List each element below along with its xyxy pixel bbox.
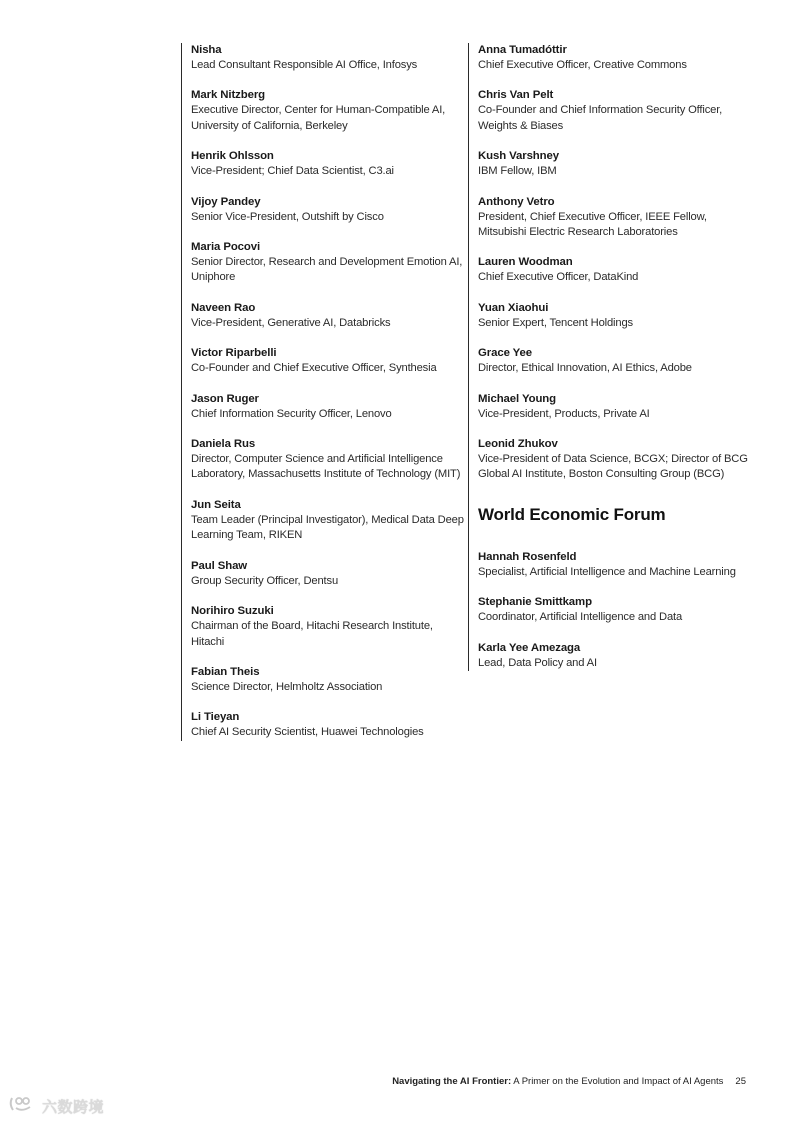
contributor-entry [478,595,753,625]
contributor-entry [191,301,466,331]
contributor-name: Daniela Rus [191,438,256,451]
contributor-name: Henrik Ohlsson [191,150,274,163]
page-number: 25 [735,1076,746,1087]
contributor-name: Jason Ruger [191,392,259,405]
contributor-name: Yuan Xiaohui [478,301,549,314]
contributor-title: President, Chief Executive Officer, IEEE Fellow, Mitsubishi Electric Research Laboratories [478,210,707,239]
contributor-title: Senior Director, Research and Development Emotion AI, Uniphore [191,256,463,284]
contributor-title: Coordinator, Artificial Intelligence and Data [478,611,683,624]
contributor-name: Li Tieyan [191,711,240,724]
contributor-name: Karla Yee Amezaga [478,641,581,654]
contributor-name: Fabian Theis [191,665,260,678]
contributor-entry [191,240,466,286]
contributor-title: Chief AI Security Scientist, Huawei Technologies [191,726,424,739]
contributor-title: Vice-President, Generative AI, Databricks [191,316,391,329]
contributor-title: IBM Fellow, IBM [478,165,557,178]
contributor-name: Grace Yee [478,347,532,360]
contributor-name: Maria Pocovi [191,241,261,254]
contributor-title: Co-Founder and Chief Executive Officer, Synthesia [191,362,437,375]
contributor-name: Kush Varshney [478,150,559,163]
contributor-name: Jun Seita [191,498,241,511]
contributor-title: Vice-President; Chief Data Scientist, C3.ai [191,165,394,178]
contributor-title: Specialist, Artificial Intelligence and Machine Learning [478,565,736,578]
contributor-entry [478,346,753,376]
contributor-name: Chris Van Pelt [478,89,554,102]
footer-report-subtitle: A Primer on the Evolution and Impact of AI Agents [511,1076,724,1087]
contributor-entry [191,710,466,740]
contributor-title: Vice-President, Products, Private AI [478,407,650,420]
contributor-entry [191,665,466,695]
contributor-title: Vice-President of Data Science, BCGX; Director of BCG Global AI Institute, Boston Consulting Group (BCG) [478,453,748,481]
contributor-entry [191,43,466,73]
contributor-entry [191,346,466,376]
contributor-title: Group Security Officer, Dentsu [191,574,339,587]
footer-report-title: Navigating the AI Frontier: [392,1076,512,1087]
contributor-name: Hannah Rosenfeld [478,550,577,563]
page-footer [392,1076,746,1087]
contributor-entry [478,195,753,241]
contributor-entry [478,301,753,331]
contributor-name: Leonid Zhukov [478,438,558,451]
section-heading-wef: World Economic Forum [478,504,666,524]
contributor-entry [191,559,466,589]
contributor-entry [478,437,753,483]
contributor-title: Chairman of the Board, Hitachi Research Institute, Hitachi [191,620,433,648]
contributor-title: Chief Information Security Officer, Lenovo [191,407,392,420]
contributor-entry [478,392,753,422]
contributor-title: Director, Ethical Innovation, AI Ethics, Adobe [478,362,692,375]
contributor-name: Mark Nitzberg [191,89,266,102]
watermark-logo-icon [8,1095,38,1118]
contributor-name: Stephanie Smittkamp [478,596,592,609]
contributor-title: Lead Consultant Responsible AI Office, Infosys [191,59,418,71]
contributor-title: Senior Vice-President, Outshift by Cisco [191,210,384,223]
contributor-name: Lauren Woodman [478,256,573,269]
contributor-title: Co-Founder and Chief Information Security Officer, Weights & Biases [478,104,723,132]
contributor-name: Paul Shaw [191,559,248,572]
contributor-title: Science Director, Helmholtz Association [191,680,383,693]
contributor-name: Nisha [191,44,222,56]
watermark [8,1096,104,1116]
contributor-entry [478,641,753,671]
contributor-entry [191,498,466,544]
contributor-title: Chief Executive Officer, DataKind [478,271,639,284]
contributor-name: Norihiro Suzuki [191,605,274,618]
contributor-title: Team Leader (Principal Investigator), Medical Data Deep Learning Team, RIKEN [191,513,464,542]
contributor-title: Lead, Data Policy and AI [478,656,597,669]
contributor-entry [191,88,466,134]
contributor-entry [191,195,466,225]
contributor-name: Victor Riparbelli [191,347,277,360]
contributors-left-column [181,43,466,741]
contributor-name: Vijoy Pandey [191,195,261,208]
contributor-name: Anna Tumadóttir [478,44,567,56]
contributor-entry [478,255,753,285]
contributor-title: Executive Director, Center for Human-Compatible AI, University of California, Berkeley [191,104,446,132]
contributor-name: Naveen Rao [191,301,256,314]
contributor-title: Senior Expert, Tencent Holdings [478,316,633,329]
contributor-title: Director, Computer Science and Artificial Intelligence Laboratory, Massachusetts Institute of Technology (MIT) [191,453,461,481]
contributor-entry [478,43,753,73]
contributor-entry [191,437,466,483]
contributor-entry [191,392,466,422]
contributor-name: Anthony Vetro [478,195,555,208]
contributor-entry [478,149,753,179]
contributor-entry [191,149,466,179]
contributor-entry [191,604,466,650]
contributor-entry [478,550,753,580]
contributor-name: Michael Young [478,392,557,405]
contributor-title: Chief Executive Officer, Creative Commons [478,59,687,71]
contributors-right-column [468,43,753,671]
watermark-text: 六数跨境 [42,1098,105,1116]
contributor-entry [478,88,753,134]
